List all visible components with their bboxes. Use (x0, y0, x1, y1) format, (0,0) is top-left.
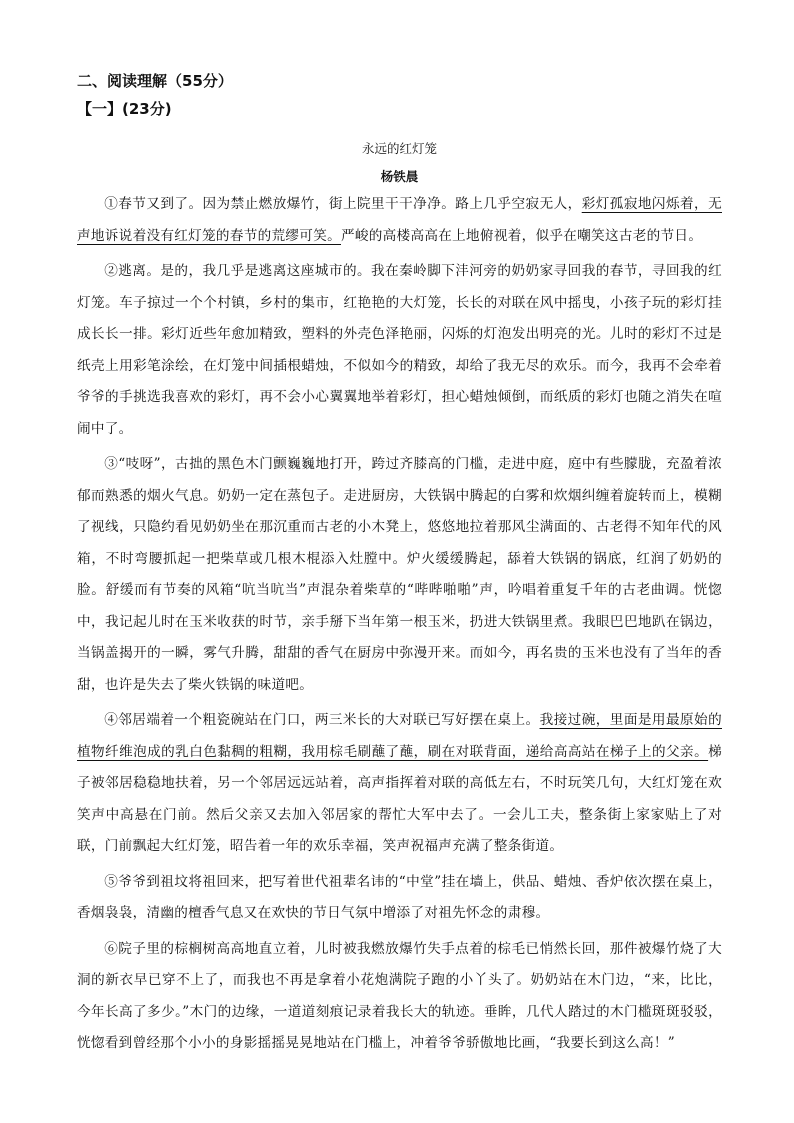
paragraph-text: ③“吱呀”，古拙的黑色木门颤巍巍地打开，跨过齐膝高的门槛，走进中庭，庭中有些朦胧，充盈着浓郁而熟悉的烟火气息。奶奶一定在蒸包子。走进厨房，大铁锅中腾起的白雾和炊烟纠缠着旋转而上，模糊了视线，只隐约看见奶奶坐在那沉重而古老的小木凳上，悠悠地拉着那风尘满面的、古老得不知年代的风箱，不时弯腰抓起一把柴草或几根木棍添入灶膛中。炉火缓缓腾起，舔着大铁锅的锅底，红润了奶奶的脸。舒缓而有节奏的风箱“吭当吭当”声混杂着柴草的“哔哔啪啪”声，吟唱着重复千年的古老曲调。恍惚中，我记起儿时在玉米收获的时节，亲手掰下当年第一根玉米，扔进大铁锅里煮。我眼巴巴地趴在锅边，当锅盖揭开的一瞬，雾气升腾，甜甜的香气在厨房中弥漫开来。而如今，再名贵的玉米也没有了当年的香甜，也许是失去了柴火铁锅的味道吧。 (77, 456, 722, 693)
paragraph-2 (77, 256, 722, 445)
paragraph-text: 严峻的高楼高高在上地俯视着，似乎在嘲笑这古老的节日。 (340, 227, 703, 244)
underlined-sentence: 我接过碗，里面是用最原始的植物纤维泡成的乳白色黏稠的粗糊，我用棕毛刷蘸了蘸，刷在对联背面，递给高高站在梯子上的父亲。 (77, 712, 722, 760)
paragraph-4 (77, 705, 722, 863)
article-author: 杨铁晨 (380, 169, 419, 184)
paragraph-1 (77, 189, 722, 252)
paragraph-3 (77, 449, 722, 701)
paragraph-text: ⑤爷爷到祖坟将祖回来，把写着世代祖辈名讳的“中堂”挂在墙上，供品、蜡烛、香炉依次摆在桌上，香烟袅袅，清幽的檀香气息又在欢快的节日气氛中增添了对祖先怀念的肃穆。 (77, 873, 722, 921)
paragraph-5 (77, 867, 722, 930)
underlined-sentence: 彩灯孤寂地闪烁着，无声地诉说着没有红灯笼的春节的荒缪可笑。 (77, 196, 722, 244)
paragraph-text: ①春节又到了。因为禁止燃放爆竹，街上院里干干净净。路上几乎空寂无人， (104, 196, 582, 212)
paragraph-6 (77, 934, 722, 1060)
paragraph-text: ⑥院子里的棕榈树高高地直立着，儿时被我燃放爆竹失手点着的棕毛已悄然长回，那件被爆竹烧了大洞的新衣早已穿不上了，而我也不再是拿着小花炮满院子跑的小丫头了。奶奶站在木门边，“来，比比，今年长高了多少。”木门的边缘，一道道刻痕记录着我长大的轨迹。垂眸，几代人踏过的木门槛斑斑驳驳，恍惚看到曾经那个小小的身影摇摇晃晃地站在门槛上，冲着爷爷骄傲地比画，“我要长到这么高！” (77, 940, 722, 1051)
paragraph-text: ②逃离。是的，我几乎是逃离这座城市的。我在秦岭脚下沣河旁的奶奶家寻回我的春节，寻回我的红灯笼。车子掠过一个个村镇，乡村的集市，红艳艳的大灯笼，长长的对联在风中摇曳，小孩子玩的彩灯挂成长长一排。彩灯近些年愈加精致，塑料的外壳色泽艳丽，闪烁的灯泡发出明亮的光。儿时的彩灯不过是纸壳上用彩笔涂绘，在灯笼中间插根蜡烛，不似如今的精致，却给了我无尽的欢乐。而今，我再不会牵着爷爷的手挑选我喜欢的彩灯，再不会小心翼翼地举着彩灯，担心蜡烛倾倒，而纸质的彩灯也随之消失在喧闹中了。 (77, 263, 722, 437)
paragraph-text: 梯子被邻居稳稳地扶着，另一个邻居远远站着，高声指挥着对联的高低左右，不时玩笑几句，大红灯笼在欢笑声中高悬在门前。然后父亲又去加入邻居家的帮忙大军中去了。一会儿工夫，整条街上家家贴上了对联，门前飘起大红灯笼，昭告着一年的欢乐幸福，笑声祝福声充满了整条街道。 (77, 743, 722, 854)
paragraph-text: ④邻居端着一个粗瓷碗站在门口，两三米长的大对联已写好摆在桌上。 (104, 712, 540, 728)
article-title: 永远的红灯笼 (361, 141, 437, 156)
section-subtitle: 【一】(23分) (77, 100, 172, 118)
section-title: 二、阅读理解（55分） (77, 72, 233, 90)
